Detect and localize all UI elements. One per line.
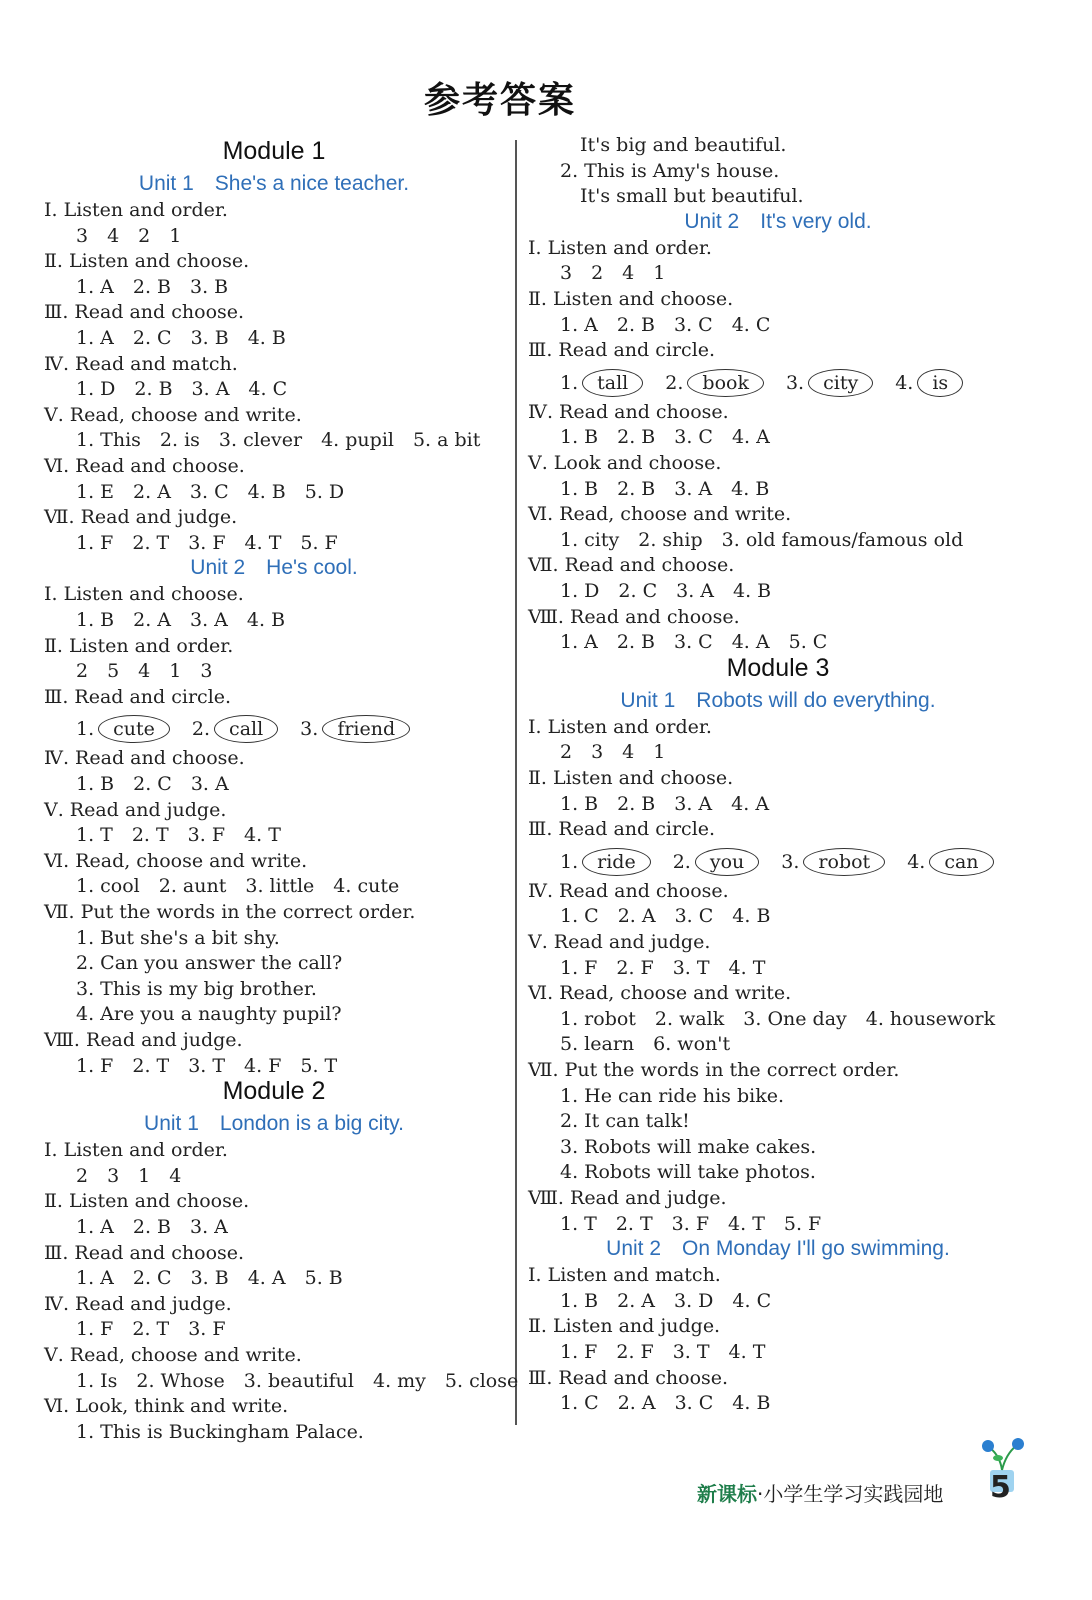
exercise-heading: Ⅶ. Put the words in the correct order. [528, 1059, 900, 1081]
unit-heading: Unit 2 It's very old. [684, 209, 872, 233]
answer-line: 1. city 2. ship 3. old famous/famous old [560, 528, 964, 551]
answer-line: 1. B 2. A 3. D 4. C [560, 1289, 772, 1312]
answer-line: 3. Robots will make cakes. [560, 1135, 817, 1158]
answer-line: 1. cool 2. aunt 3. little 4. cute [76, 875, 400, 898]
footer-series-name: ·小学生学习实践园地 [757, 1482, 944, 1506]
exercise-heading: Ⅶ. Read and judge. [44, 506, 238, 529]
exercise-heading: Ⅲ. Read and choose. [44, 1241, 245, 1264]
answer-line: 1. A 2. C 3. B 4. A 5. B [76, 1267, 343, 1290]
answer-number: 2. [191, 718, 211, 741]
circled-word: robot [803, 848, 885, 876]
circled-answers [560, 369, 985, 397]
answer-line: 2. It can talk! [560, 1110, 690, 1133]
page-number: 5 [990, 1470, 1011, 1505]
circled-word: friend [322, 715, 410, 743]
answer-number: 1. [560, 850, 579, 873]
exercise-heading: Ⅵ. Look, think and write. [44, 1395, 289, 1418]
exercise-heading: Ⅰ. Listen and order. [44, 1139, 228, 1162]
exercise-heading: Ⅲ. Read and choose. [528, 1366, 729, 1389]
answer-line: It's big and beautiful. [580, 134, 787, 156]
exercise-heading: Ⅲ. Read and circle. [528, 339, 716, 362]
answer-number: 2. [665, 371, 684, 394]
exercise-heading: Ⅰ. Listen and order. [528, 715, 712, 738]
answer-line: 1. robot 2. walk 3. One day 4. housework [560, 1007, 996, 1030]
exercise-heading: Ⅴ. Read and judge. [528, 931, 711, 953]
answer-number: 3. [785, 371, 805, 394]
answer-line: 1. C 2. A 3. C 4. B [560, 905, 771, 928]
exercise-heading: Ⅴ. Read and judge. [44, 798, 227, 821]
exercise-heading: Ⅳ. Read and choose. [44, 747, 245, 770]
unit-heading: Unit 1 She's a nice teacher. [138, 172, 410, 195]
circled-word: cute [98, 715, 170, 743]
answer-number: 1. [560, 371, 579, 394]
answer-line: It's small but beautiful. [580, 185, 804, 208]
answer-line: 2. This is Amy's house. [560, 159, 780, 182]
answer-number: 4. [895, 371, 914, 394]
circled-word: call [214, 715, 278, 743]
answer-number: 2. [672, 850, 691, 873]
exercise-heading: Ⅴ. Read, choose and write. [44, 403, 302, 426]
answer-line: 1. He can ride his bike. [560, 1084, 785, 1107]
answer-line: 1. B 2. C 3. A [76, 773, 229, 795]
circled-word: city [808, 369, 873, 397]
answer-line: 1. F 2. F 3. T 4. T [560, 1341, 766, 1363]
exercise-heading: Ⅱ. Listen and order. [44, 634, 234, 657]
exercise-heading: Ⅵ. Read, choose and write. [528, 503, 792, 526]
exercise-heading: Ⅵ. Read and choose. [44, 455, 245, 477]
answer-line: 1. Is 2. Whose 3. beautiful 4. my 5. close [76, 1369, 519, 1392]
answer-number: 3. [300, 718, 319, 741]
circled-answers [560, 848, 1016, 876]
exercise-heading: Ⅱ. Listen and choose. [44, 1190, 250, 1213]
exercise-heading: Ⅲ. Read and circle. [44, 685, 232, 708]
answer-line: 1. D 2. B 3. A 4. C [76, 378, 288, 401]
exercise-heading: Ⅱ. Listen and choose. [44, 250, 250, 273]
answer-line: 1. But she's a bit shy. [76, 926, 280, 949]
answer-line: 2. Can you answer the call? [76, 952, 343, 975]
answer-line: 1. E 2. A 3. C 4. B 5. D [76, 480, 345, 503]
exercise-heading: Ⅲ. Read and choose. [44, 301, 245, 324]
exercise-heading: Ⅳ. Read and choose. [528, 400, 729, 423]
answer-number: 4. [907, 850, 926, 873]
circled-answers [76, 715, 432, 743]
answer-line: 1. B 2. B 3. A 4. B [560, 477, 770, 500]
answer-line: 1. A 2. B 3. C 4. C [560, 313, 771, 336]
answer-line: 1. C 2. A 3. C 4. B [560, 1392, 771, 1415]
column-divider [515, 140, 517, 1425]
footer-brand: 新课标 [697, 1482, 757, 1506]
answer-line: 1. This is Buckingham Palace. [76, 1420, 364, 1443]
module-heading: Module 1 [222, 137, 326, 165]
exercise-heading: Ⅴ. Look and choose. [528, 452, 722, 474]
answer-line: 1. F 2. F 3. T 4. T [560, 956, 766, 979]
exercise-heading: Ⅰ. Listen and order. [528, 236, 712, 259]
answer-line: 5. learn 6. won't [560, 1033, 731, 1056]
answer-line: 1. D 2. C 3. A 4. B [560, 580, 772, 602]
answer-line: 3. This is my big brother. [76, 977, 317, 1000]
exercise-heading: Ⅶ. Read and choose. [528, 554, 735, 577]
circled-word: tall [582, 369, 643, 397]
circled-word: book [687, 369, 764, 397]
exercise-heading: Ⅳ. Read and choose. [528, 879, 729, 902]
exercise-heading: Ⅱ. Listen and choose. [528, 767, 734, 789]
exercise-heading: Ⅳ. Read and match. [44, 352, 238, 375]
answer-line: 1. T 2. T 3. F 4. T 5. F [560, 1212, 822, 1235]
unit-heading: Unit 1 Robots will do everything. [620, 688, 936, 712]
answer-number: 1. [76, 718, 95, 741]
answer-line: 1. F 2. T 3. T 4. F 5. T [76, 1054, 338, 1077]
answer-line: 2 3 4 1 [560, 741, 666, 764]
answer-line: 1. F 2. T 3. F [76, 1318, 226, 1341]
exercise-heading: Ⅴ. Read, choose and write. [44, 1344, 302, 1366]
answer-line: 2 5 4 1 3 [76, 660, 213, 683]
module-heading: Module 3 [726, 653, 830, 682]
unit-heading: Unit 1 London is a big city. [144, 1112, 404, 1136]
exercise-heading: Ⅷ. Read and judge. [528, 1187, 727, 1209]
circled-word: is [917, 369, 963, 397]
circled-word: you [695, 848, 759, 876]
answer-line: 1. This 2. is 3. clever 4. pupil 5. a bit [76, 429, 481, 452]
answer-line: 1. A 2. B 3. C 4. A 5. C [560, 631, 828, 654]
exercise-heading: Ⅶ. Put the words in the correct order. [44, 901, 416, 923]
exercise-heading: Ⅰ. Listen and order. [44, 199, 228, 221]
exercise-heading: Ⅵ. Read, choose and write. [528, 982, 792, 1005]
answer-line: 4. Robots will take photos. [560, 1161, 816, 1184]
answer-line: 1. T 2. T 3. F 4. T [76, 824, 281, 847]
exercise-heading: Ⅰ. Listen and match. [528, 1264, 721, 1287]
module-heading: Module 2 [222, 1077, 326, 1106]
answer-line: 1. B 2. B 3. C 4. A [560, 426, 770, 449]
page-title: 参考答案 [423, 80, 576, 121]
unit-heading: Unit 2 He's cool. [190, 556, 358, 580]
answer-line: 1. A 2. C 3. B 4. B [76, 327, 286, 349]
answer-line: 1. A 2. B 3. B [76, 275, 229, 298]
exercise-heading: Ⅵ. Read, choose and write. [44, 849, 308, 872]
exercise-heading: Ⅲ. Read and circle. [528, 818, 716, 841]
answer-line: 1. B 2. B 3. A 4. A [560, 792, 770, 815]
exercise-heading: Ⅰ. Listen and choose. [44, 583, 244, 606]
exercise-heading: Ⅷ. Read and judge. [44, 1029, 243, 1051]
exercise-heading: Ⅳ. Read and judge. [44, 1292, 232, 1315]
answer-line: 4. Are you a naughty pupil? [76, 1003, 342, 1026]
answer-line: 3 2 4 1 [560, 262, 666, 285]
answer-line: 1. B 2. A 3. A 4. B [76, 609, 286, 631]
answer-line: 1. A 2. B 3. A [76, 1216, 228, 1238]
exercise-heading: Ⅱ. Listen and judge. [528, 1315, 721, 1338]
exercise-heading: Ⅷ. Read and choose. [528, 605, 740, 628]
answer-line: 3 4 2 1 [76, 224, 182, 247]
answer-line: 1. F 2. T 3. F 4. T 5. F [76, 531, 338, 554]
answer-line: 2 3 1 4 [76, 1164, 182, 1187]
answer-number: 3. [781, 850, 800, 873]
exercise-heading: Ⅱ. Listen and choose. [528, 288, 734, 310]
footer-series [697, 1478, 943, 1507]
unit-heading: Unit 2 On Monday I'll go swimming. [606, 1237, 950, 1261]
circled-word: ride [582, 848, 651, 876]
circled-word: can [929, 848, 993, 876]
